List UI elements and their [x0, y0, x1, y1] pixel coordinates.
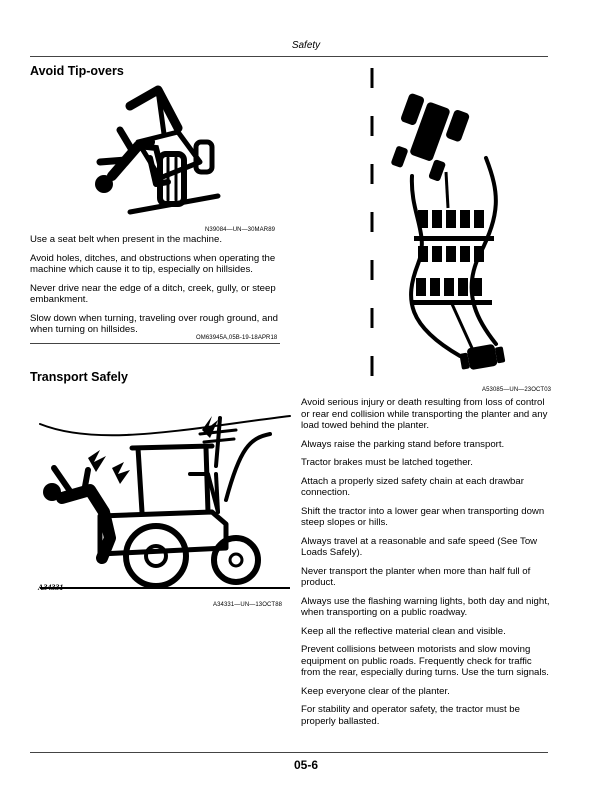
- tipover-illustration: [60, 84, 220, 220]
- tipover-paragraph-4: Slow down when turning, traveling over rough ground, and when turning on hillsides.: [30, 312, 278, 335]
- figure-label: A34331: [38, 583, 64, 592]
- figure-code-planter: A53085—UN—23OCT03: [482, 387, 552, 393]
- transport-paragraph-2: Always raise the parking stand before transport.: [301, 438, 505, 450]
- page-header-title: Safety: [291, 40, 321, 51]
- transport-paragraph-11: Keep everyone clear of the planter.: [301, 685, 450, 697]
- transport-paragraph-9: Keep all the reflective material clean and visible.: [301, 625, 506, 637]
- footer-rule: [30, 752, 548, 753]
- transport-paragraph-4: Attach a properly sized safety chain at each drawbar connection.: [301, 475, 524, 498]
- section-heading-tipovers: Avoid Tip-overs: [30, 64, 124, 78]
- transport-paragraph-8: Always use the flashing warning lights, both day and night, when transporting on a public roadway.: [301, 595, 550, 618]
- section-rule: [30, 343, 280, 344]
- transport-paragraph-5: Shift the tractor into a lower gear when transporting down steep slopes or hills.: [301, 505, 545, 528]
- document-code: OM63945A,05B-19-18APR18: [196, 335, 278, 341]
- tipover-paragraph-1: Use a seat belt when present in the machine.: [30, 234, 222, 245]
- transport-paragraph-1: Avoid serious injury or death resulting from loss of control or rear end collision while transporting the planter and any load towed behind the planter.: [301, 397, 548, 431]
- transport-paragraph-12: For stability and operator safety, the tractor must be properly ballasted.: [301, 704, 520, 727]
- tipover-paragraph-3: Never drive near the edge of a ditch, creek, gully, or steep embankment.: [30, 282, 276, 305]
- tipover-body: [30, 234, 280, 343]
- transport-paragraph-7: Never transport the planter when more than half full of product.: [301, 565, 531, 588]
- transport-paragraph-6: Always travel at a reasonable and safe speed (See Tow Loads Safely).: [301, 535, 538, 558]
- transport-paragraph-10: Prevent collisions between motorists and slow moving equipment on public roads. Frequently check for traffic from the rear, especially during turns. Use the turn signals.: [301, 644, 549, 678]
- transport-body: [301, 397, 551, 734]
- figure-code-tipover: N39084—UN—30MAR89: [205, 227, 276, 233]
- powerline-illustration: [40, 408, 290, 596]
- figure-code-powerline: A34331—UN—13OCT88: [213, 602, 283, 608]
- transport-paragraph-3: Tractor brakes must be latched together.: [301, 457, 473, 468]
- header-rule: [30, 56, 548, 57]
- section-heading-transport: Transport Safely: [30, 370, 128, 384]
- tipover-paragraph-2: Avoid holes, ditches, and obstructions when operating the machine which cause it to tip, especially on hillsides.: [30, 252, 276, 275]
- page-number: 05-6: [293, 758, 319, 772]
- planter-transport-illustration: [360, 64, 560, 384]
